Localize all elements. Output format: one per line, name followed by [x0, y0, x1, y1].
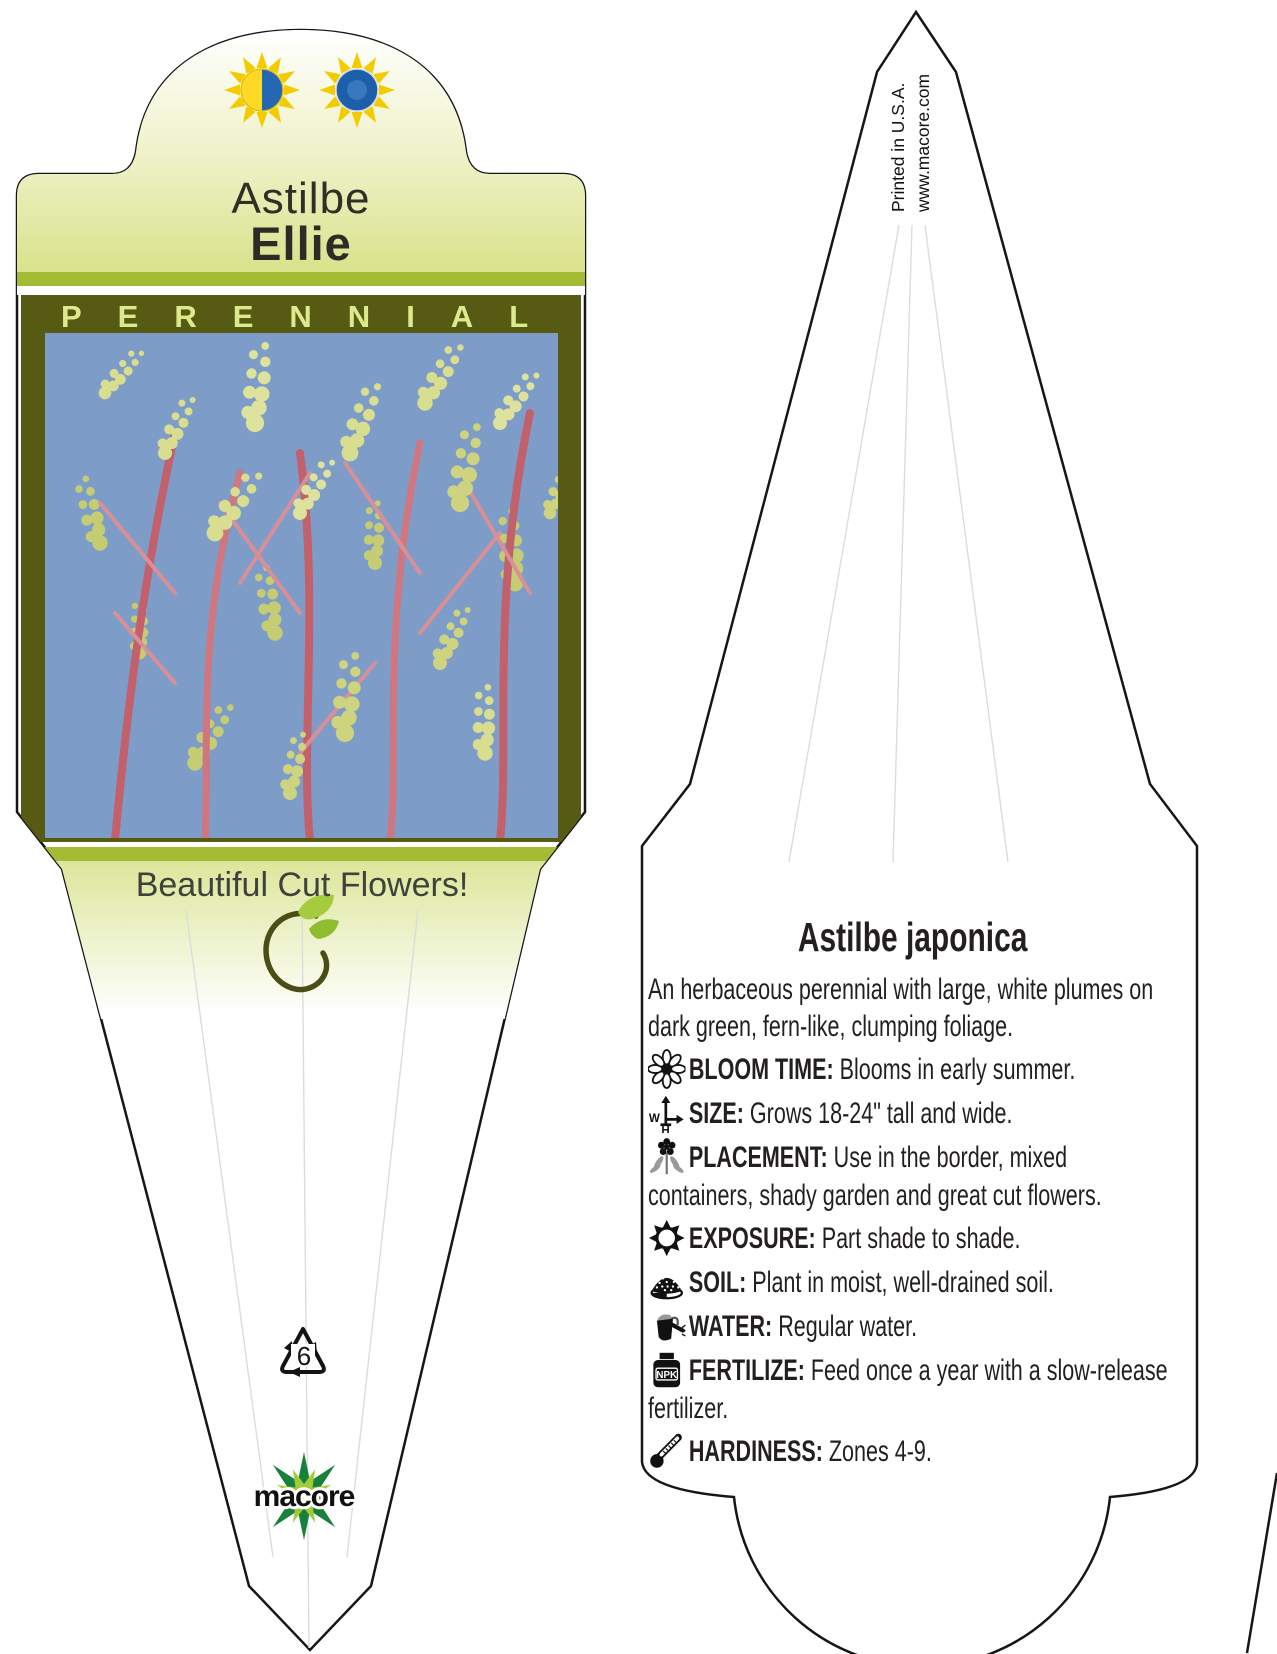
back-care-panel	[648, 914, 1177, 1471]
care-label: SIZE:	[688, 1097, 744, 1130]
care-text: Plant in moist, well-drained soil.	[752, 1266, 1054, 1299]
care-row-fertilize	[648, 1350, 1177, 1427]
front-lime-stripe-bottom	[10, 847, 592, 861]
care-text: Part shade to shade.	[821, 1222, 1021, 1255]
npk-label-text: NPK	[656, 1370, 678, 1382]
astilbe-photo	[45, 333, 576, 840]
care-text: Regular water.	[778, 1310, 918, 1343]
back-description: An herbaceous perennial with large, white plumes on dark green, fern-like, clumping foliage.	[648, 973, 1154, 1043]
care-label: PLACEMENT:	[688, 1141, 828, 1174]
white-gap	[10, 286, 592, 295]
front-variety-title: Ellie	[250, 217, 352, 270]
size-arrows-icon	[648, 1093, 685, 1133]
care-row-water	[648, 1306, 1177, 1346]
thermometer-icon	[648, 1431, 685, 1471]
care-label: FERTILIZE:	[688, 1354, 805, 1387]
care-label: BLOOM TIME:	[688, 1053, 834, 1086]
care-text: Use in the border, mixed containers, shady garden and great cut flowers.	[648, 1141, 1102, 1212]
care-row-size	[648, 1093, 1177, 1133]
care-row-hardiness	[648, 1431, 1177, 1471]
printed-in-usa-text: Printed in U.S.A.	[888, 82, 908, 212]
perennial-banner-text: PERENNIAL	[61, 299, 565, 334]
care-text: Zones 4-9.	[828, 1435, 932, 1468]
soil-mound-icon	[648, 1262, 685, 1302]
recycle-code-number: 6	[296, 1341, 312, 1371]
front-genus-title: Astilbe	[231, 174, 371, 223]
macore-logo-text: macore	[253, 1480, 355, 1513]
care-text: Grows 18-24" tall and wide.	[749, 1097, 1013, 1130]
print-info-rotated	[886, 36, 936, 212]
svg-text:W: W	[648, 1111, 660, 1126]
care-row-placement	[648, 1137, 1177, 1214]
care-text: Blooms in early summer.	[839, 1053, 1076, 1086]
neighbor-tag-edge	[1247, 1473, 1277, 1653]
placement-flowers-icon	[648, 1137, 685, 1177]
front-lime-stripe-top	[10, 272, 592, 286]
care-row-exposure	[648, 1218, 1177, 1258]
care-label: HARDINESS:	[688, 1435, 823, 1468]
front-tagline: Beautiful Cut Flowers!	[135, 866, 469, 904]
care-row-soil	[648, 1262, 1177, 1302]
svg-text:H: H	[661, 1123, 670, 1133]
website-text: www.macore.com	[913, 73, 933, 212]
care-row-bloom-time	[648, 1049, 1177, 1089]
sun-exposure-icon	[648, 1218, 685, 1258]
watering-can-icon	[648, 1306, 685, 1346]
care-text: Feed once a year with a slow-release fertilizer.	[648, 1354, 1168, 1425]
care-label: SOIL:	[688, 1266, 747, 1299]
bloom-flower-icon	[648, 1049, 685, 1089]
npk-fertilizer-icon	[648, 1350, 685, 1390]
back-heading: Astilbe japonica	[797, 914, 1028, 960]
care-label: EXPOSURE:	[688, 1222, 816, 1255]
care-label: WATER:	[688, 1310, 773, 1343]
